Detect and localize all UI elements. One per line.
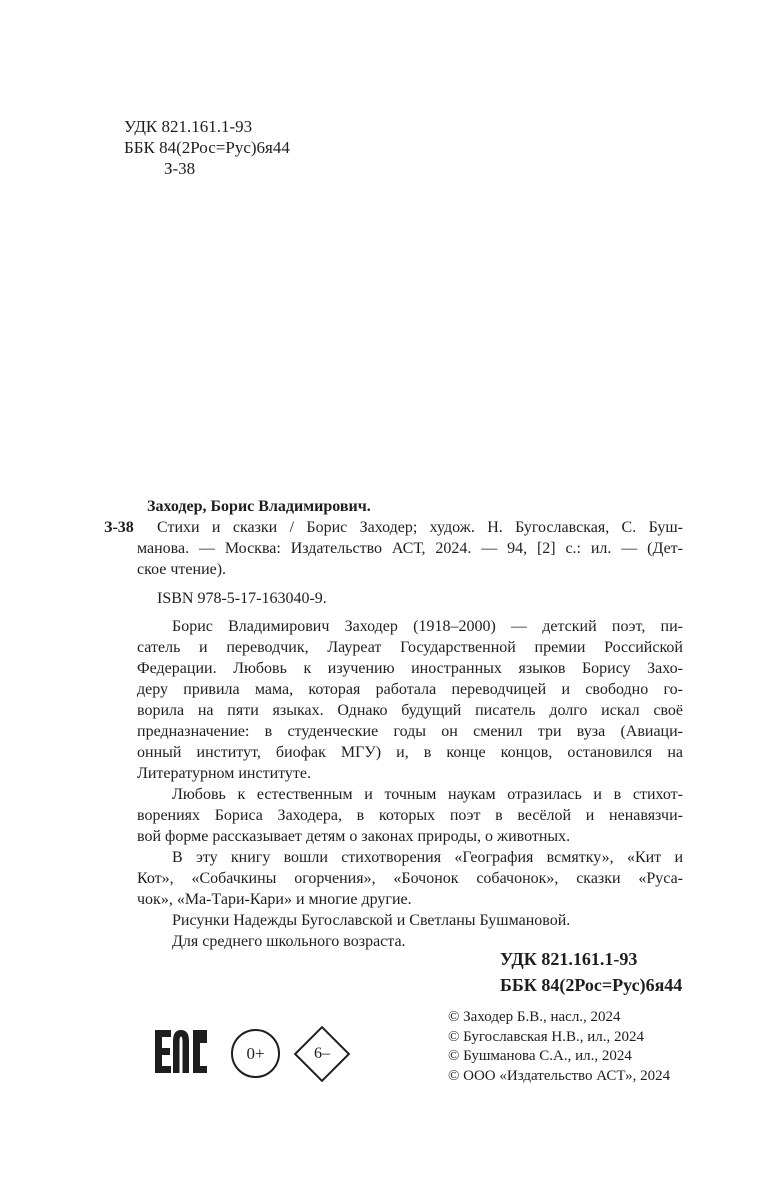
annotation-paragraph: Любовь к естественным и точным наукам отразилась и в стихот- ворениях Бориса Заходера, в которых поэт в весёлой и ненавязчи- вой форме рассказывает детям о законах природы, о животных. — [137, 786, 683, 845]
age-mark-0plus — [231, 1029, 280, 1078]
copyright-line: © Бугославская Н.В., ил., 2024 — [448, 1028, 644, 1045]
eac-letter-e — [155, 1030, 171, 1073]
copyright-line: © ООО «Издательство АСТ», 2024 — [448, 1068, 671, 1085]
annotation-paragraph: Борис Владимирович Заходер (1918–2000) — детский поэт, пи- сатель и переводчик, Лауреат Государственной премии Российской Федерации. Любовь к изучению иностранных языков Борису Захо- деру привила мама, которая работала переводчицей и свободно го- ворила на пяти языках. Однако будущий писатель долго искал своё предназначение: в студенческие годы он сменил три вуза (Авиаци- онный институт, биофак МГУ) и, в конце концов, остановился на Литературном институте. — [137, 618, 683, 782]
bbk-code: ББК 84(2Рос=Рус)6я44 — [124, 138, 290, 157]
udk-code-bold: УДК 821.161.1-93 — [500, 949, 638, 969]
copyright-line: © Бушманова С.А., ил., 2024 — [448, 1048, 632, 1065]
codes-block-bold — [500, 946, 682, 998]
copyright-block — [448, 1008, 670, 1087]
eac-letter-a — [173, 1030, 189, 1073]
author-heading: Заходер, Борис Владимирович. — [147, 498, 371, 515]
isbn-line: ISBN 978-5-17-163040-9. — [157, 590, 327, 607]
top-codes-block — [124, 116, 290, 179]
annotation-paragraph: Рисунки Надежды Бугославской и Светланы Бушмановой. — [172, 912, 571, 929]
text-column — [137, 496, 683, 952]
age-mark-6minus-shape — [294, 1026, 351, 1083]
age-mark-6minus-label: 6– — [314, 1045, 330, 1062]
annotation-paragraph: Для среднего школьного возраста. — [172, 933, 406, 950]
author-sign-code: З-38 — [164, 159, 196, 178]
bibliographic-description: Стихи и сказки / Борис Заходер; худож. Н. Бугославская, С. Буш- манова. — Москва: Издательство АСТ, 2024. — 94, [2] с.: ил. — (Дет- ское чтение). — [137, 519, 683, 578]
bbk-code-bold: ББК 84(2Рос=Рус)6я44 — [500, 975, 683, 995]
catalog-margin-code: З-38 — [104, 519, 134, 536]
annotation-block — [137, 616, 683, 952]
eac-letter-c — [193, 1030, 207, 1073]
eac-conformity-logo — [155, 1030, 207, 1073]
annotation-paragraph: В эту книгу вошли стихотворения «География всмятку», «Кит и Кот», «Собачкины огорчения», «Бочонок собачонок», сказки «Руса- чок», «Ма-Тари-Кари» и многие другие. — [137, 849, 683, 908]
copyright-line: © Заходер Б.В., насл., 2024 — [448, 1009, 621, 1025]
age-mark-6minus — [294, 1026, 350, 1082]
udk-code: УДК 821.161.1-93 — [124, 117, 253, 136]
age-mark-0plus-label: 0+ — [246, 1043, 265, 1063]
